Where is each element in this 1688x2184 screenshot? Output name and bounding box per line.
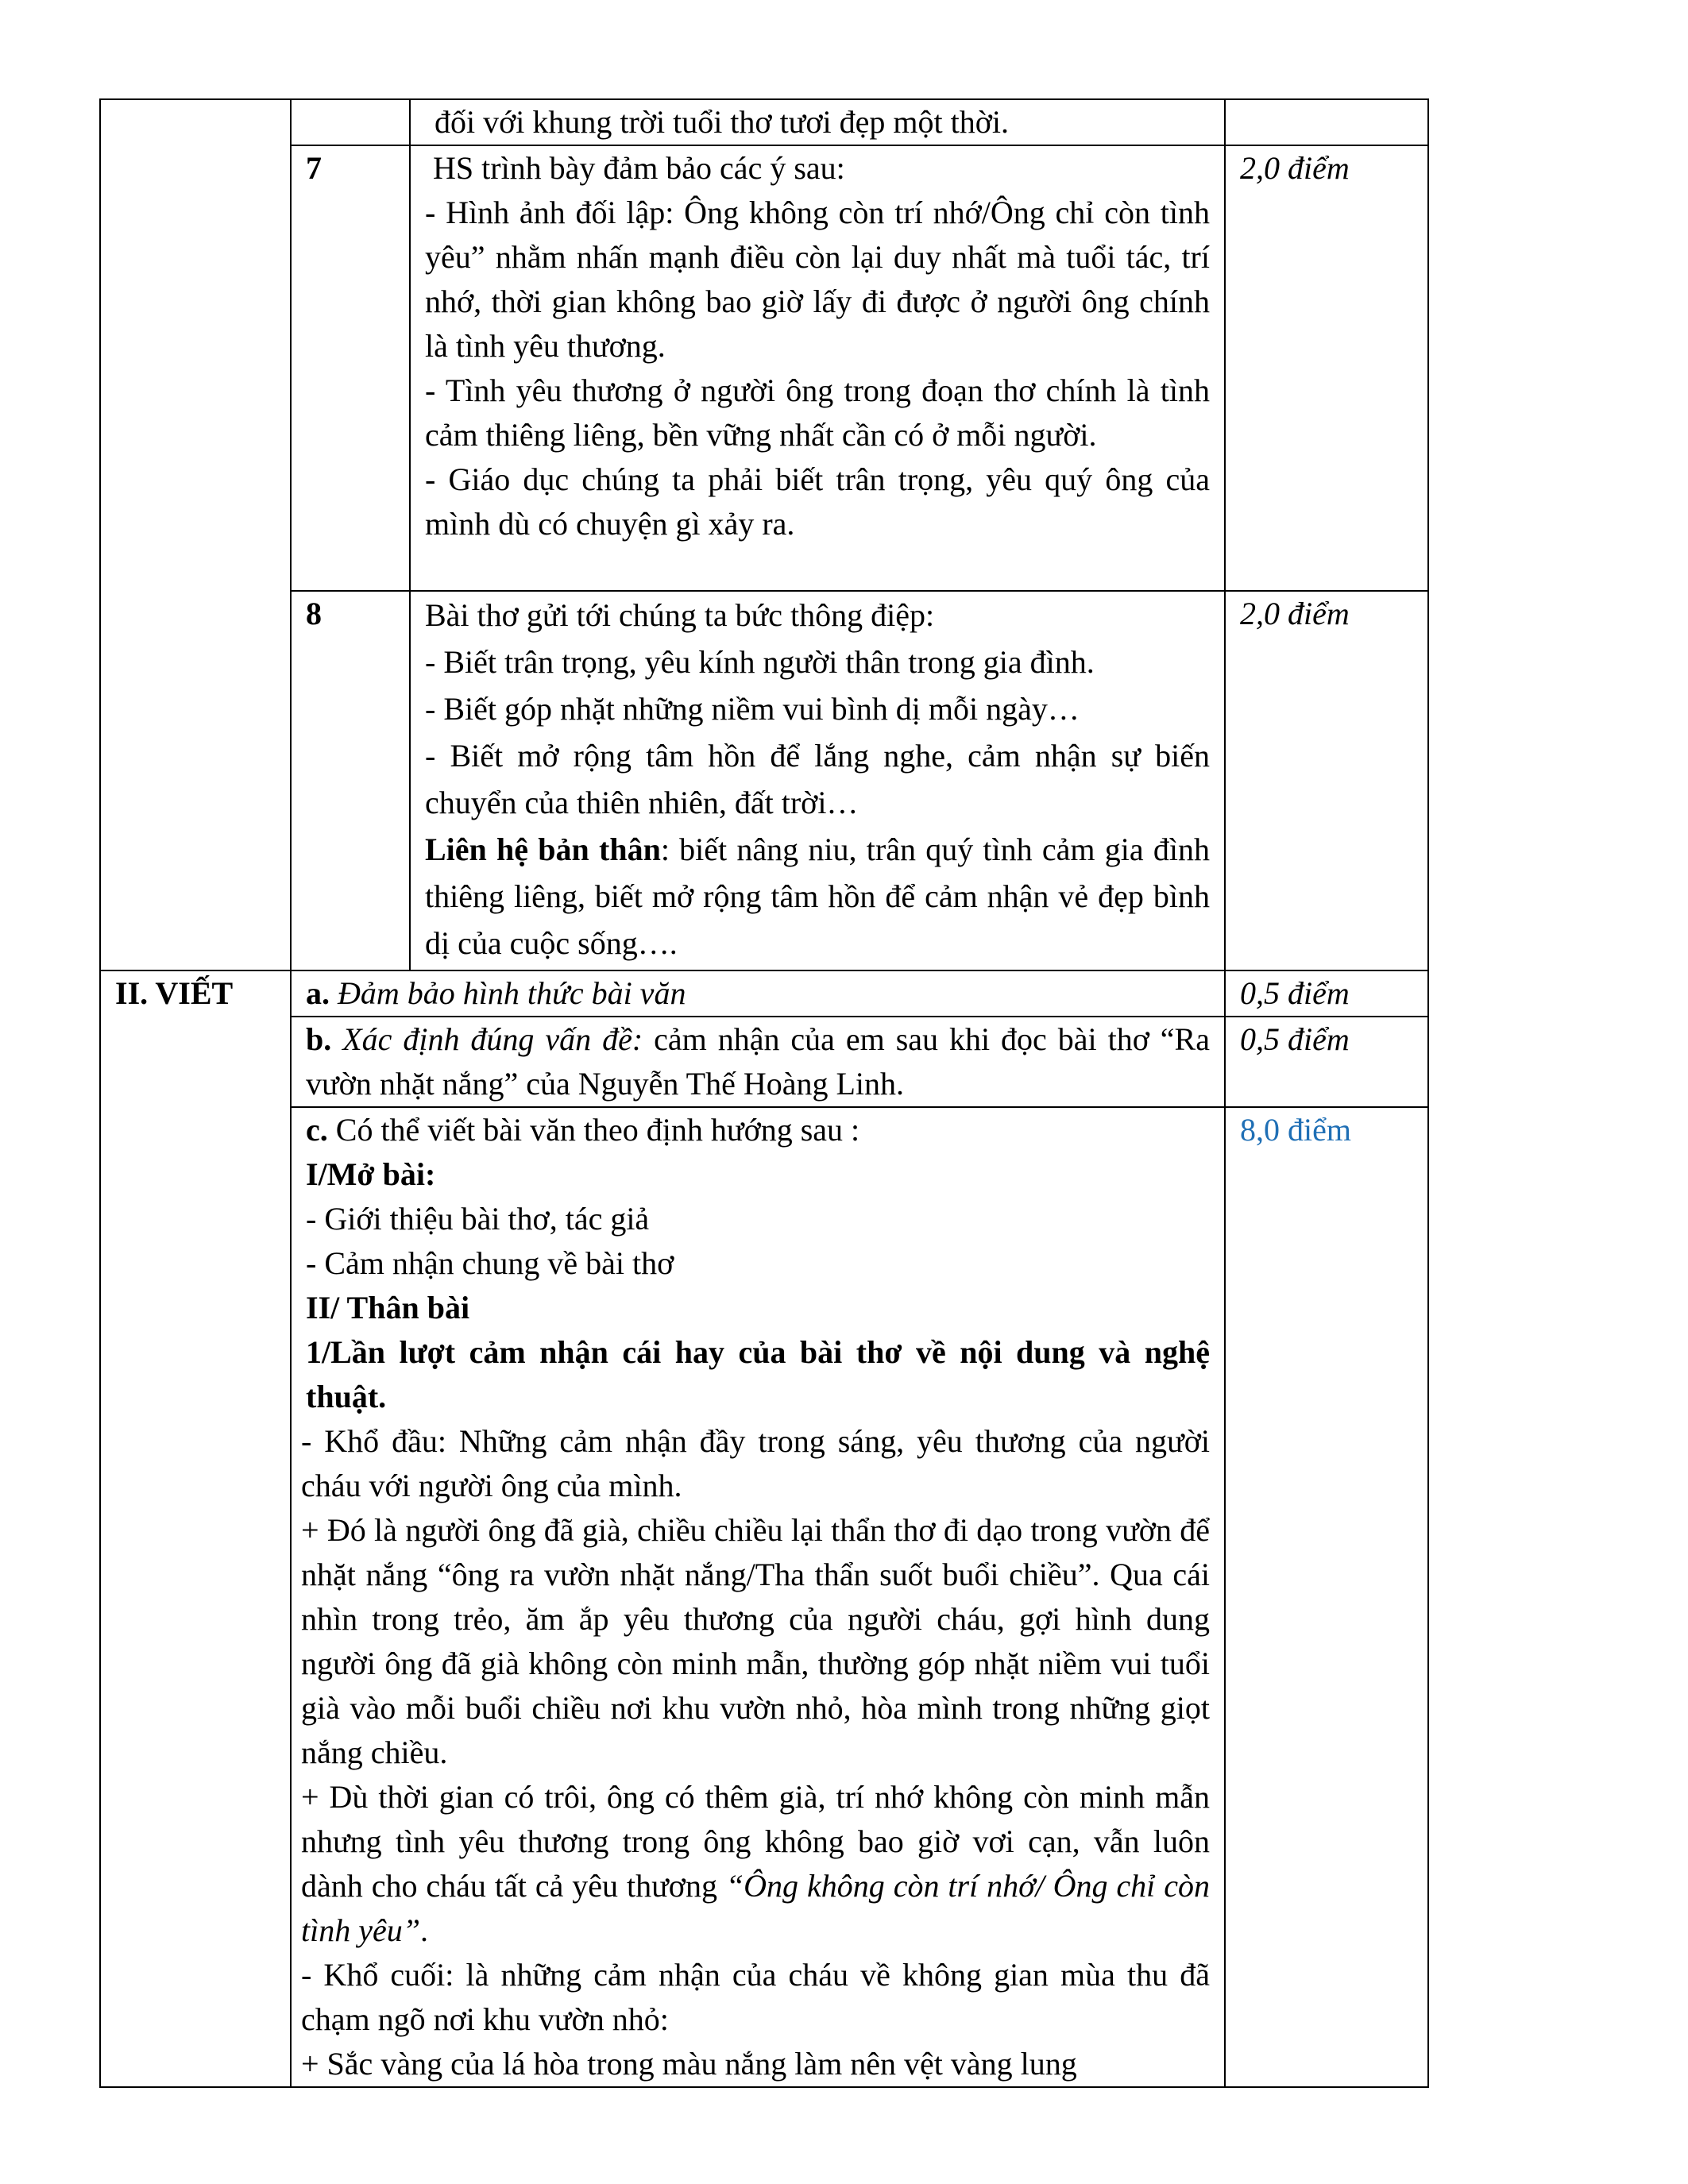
relate-text: : biết nâng niu, trân quý tình cảm gia đình thiêng liêng, biết mở rộng tâm hồn để cảm nhận vẻ đẹp bình dị của cuộc sống….: [425, 832, 1210, 961]
content-line: - Hình ảnh đối lập: Ông không còn trí nhớ/Ông chỉ còn tình yêu” nhằm nhấn mạnh điều còn lại duy nhất mà tuổi tác, trí nhớ, thời gian không bao giờ lấy đi được ở người ông chính là tình yêu thương.: [425, 195, 1210, 364]
score-cell: [1225, 99, 1428, 145]
question-number: 8: [291, 591, 410, 970]
content-line: - Khổ cuối: là những cảm nhận của cháu về không gian mùa thu đã chạm ngõ nơi khu vườn nhỏ:: [301, 1957, 1210, 2037]
content-line: - Khổ đầu: Những cảm nhận đầy trong sáng, yêu thương của người cháu với người ông của mình.: [301, 1423, 1210, 1503]
content-line: [301, 1775, 1210, 1953]
content-line: - Biết mở rộng tâm hồn để lắng nghe, cảm nhận sự biến chuyển của thiên nhiên, đất trời…: [425, 738, 1210, 820]
table-row: [100, 145, 1428, 591]
quote-text: “Ông không còn trí nhớ/ Ông chỉ còn tình yêu”: [301, 1868, 1211, 1948]
score-cell: 0,5 điểm: [1225, 1017, 1428, 1107]
score-cell: 0,5 điểm: [1225, 970, 1428, 1017]
content-cell: [410, 99, 1225, 145]
content-line: - Tình yêu thương ở người ông trong đoạn thơ chính là tình cảm thiêng liêng, bền vững nhất cần có ở mỗi người.: [425, 372, 1210, 453]
content-line: - Giới thiệu bài thơ, tác giả: [306, 1201, 650, 1237]
content-line: - Cảm nhận chung về bài thơ: [306, 1245, 674, 1281]
point-heading: 1/Lần lượt cảm nhận cái hay của bài thơ về nội dung và nghệ thuật.: [306, 1334, 1210, 1414]
item-italic: Xác định đúng vấn đề:: [331, 1021, 643, 1057]
content-line: Bài thơ gửi tới chúng ta bức thông điệp:: [425, 597, 935, 633]
item-letter: c.: [306, 1112, 328, 1148]
question-number: 7: [291, 145, 410, 591]
section-cell: [100, 1017, 291, 1107]
content-cell: [410, 591, 1225, 970]
answer-key-table: [99, 98, 1429, 2088]
content-text: .: [419, 1912, 428, 1948]
content-line: + Đó là người ông đã già, chiều chiều lại thẩn thơ đi dạo trong vườn để nhặt nắng “ông ra vườn nhặt nắng/Tha thẩn suốt buổi chiều”. Qua cái nhìn trong trẻo, ăm ắp yêu thương của người cháu, gợi hình dung người ông đã già không còn minh mẫn, thường góp nhặt niềm vui tuổi già vào mỗi buổi chiều nơi khu vườn nhỏ, hòa mình trong những giọt nắng chiều.: [301, 1512, 1210, 1770]
relate-label: Liên hệ bản thân: [425, 832, 661, 867]
heading-than-bai: II/ Thân bài: [306, 1290, 470, 1325]
section-cell: [100, 591, 291, 970]
item-letter: a.: [306, 975, 330, 1011]
content-text: đối với khung trời tuổi thơ tươi đẹp một thời.: [435, 104, 1009, 140]
heading-mo-bai: I/Mở bài:: [306, 1156, 436, 1192]
content-cell: [291, 1017, 1225, 1107]
content-line: - Biết góp nhặt những niềm vui bình dị mỗi ngày…: [425, 691, 1080, 727]
item-text: Đảm bảo hình thức bài văn: [330, 975, 686, 1011]
item-text: cảm nhận của em sau khi đọc bài thơ “Ra vườn nhặt nắng” của Nguyễn Thế Hoàng Linh.: [306, 1021, 1210, 1102]
section-cell: [100, 1107, 291, 2087]
item-letter: b.: [306, 1021, 332, 1057]
table-row: [100, 1107, 1428, 2087]
number-cell: [291, 99, 410, 145]
content-cell: [291, 970, 1225, 1017]
content-line: [301, 1108, 1210, 1152]
content-cell: [291, 1107, 1225, 2087]
table-row: [100, 970, 1428, 1017]
content-line: - Giáo dục chúng ta phải biết trân trọng, yêu quý ông của mình dù có chuyện gì xảy ra.: [425, 461, 1210, 542]
section-cell: [100, 99, 291, 145]
table-row: [100, 591, 1428, 970]
content-line: HS trình bày đảm bảo các ý sau:: [433, 150, 845, 186]
score-cell: 8,0 điểm: [1225, 1107, 1428, 2087]
score-cell: 2,0 điểm: [1225, 591, 1428, 970]
score-cell: 2,0 điểm: [1225, 145, 1428, 591]
item-text: Có thể viết bài văn theo định hướng sau :: [327, 1112, 860, 1148]
section-cell: [100, 145, 291, 591]
content-cell: [410, 145, 1225, 591]
content-line: + Sắc vàng của lá hòa trong màu nắng làm nên vệt vàng lung: [301, 2046, 1077, 2082]
content-text: + Dù thời gian có trôi, ông có thêm già, trí nhớ không còn minh mẫn nhưng tình yêu thương trong ông không bao giờ vơi cạn, vẫn luôn dành cho cháu tất cả yêu thương: [301, 1779, 1210, 1904]
content-line: - Biết trân trọng, yêu kính người thân trong gia đình.: [425, 644, 1095, 680]
table-row: [100, 99, 1428, 145]
section-label: II. VIẾT: [100, 970, 291, 1017]
content-line: [425, 826, 1210, 967]
table-row: [100, 1017, 1428, 1107]
